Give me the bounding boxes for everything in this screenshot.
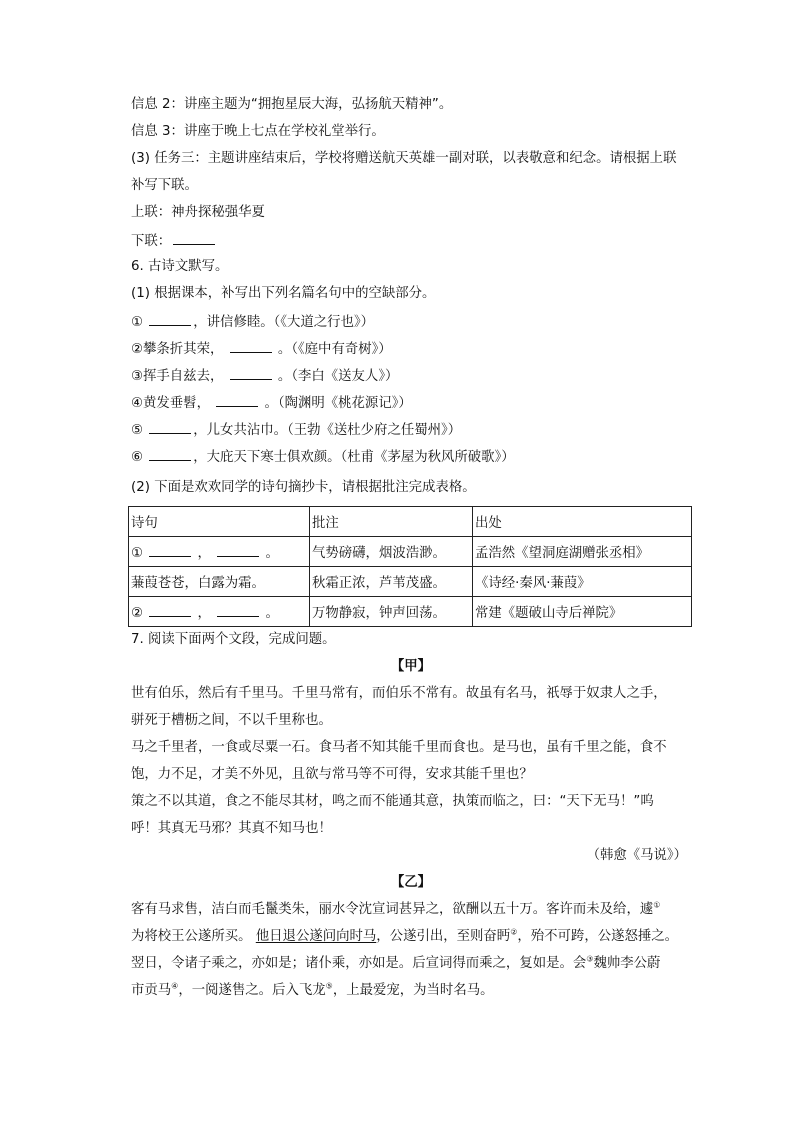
answer-blank[interactable] <box>230 367 272 380</box>
passage-jia-line: 呼！其真无马邪？其真不知马也！ <box>131 821 332 836</box>
answer-blank[interactable] <box>217 544 259 557</box>
text: ，一阅遂售之。后入飞龙 <box>178 983 326 998</box>
answer-blank[interactable] <box>149 544 191 557</box>
item-text: ，讲信修睦。（《大道之行也》） <box>193 315 375 330</box>
source-cell: 常建《题破山寺后禅院》 <box>473 597 692 627</box>
table-header: 出处 <box>473 507 692 537</box>
text: ，殆不可跨，公遂怒捶之。 <box>517 929 679 944</box>
answer-blank[interactable] <box>149 421 191 434</box>
text: 客有马求售，洁白而毛鬣类朱，丽水令沈宣词甚异之，欲酬以五十万。客许而未及给，遽 <box>131 902 654 917</box>
question-6-title: 6. 古诗文默写。 <box>131 259 229 274</box>
item-num: ⑥ <box>131 450 144 465</box>
answer-blank[interactable] <box>149 604 191 617</box>
item-text: ，大庇天下寒士俱欢颜。（杜甫《茅屋为秋风所破歌》） <box>193 450 515 465</box>
footnote-mark: ④ <box>171 981 179 991</box>
poem-cell <box>129 537 310 567</box>
text: 翌日，令诸子乘之，亦如是；诸仆乘，亦如是。后宣词得而乘之，复如是。会 <box>131 956 587 971</box>
passage-yi-line <box>131 929 691 945</box>
footnote-mark: ① <box>653 900 661 910</box>
source-cell: 《诗经·秦风·蒹葭》 <box>473 567 692 597</box>
passage-yi-line <box>131 983 691 999</box>
comma: ， <box>197 606 211 621</box>
dictation-item-5 <box>131 421 691 439</box>
item-text: ，儿女共沾巾。（王勃《送杜少府之任蜀州》） <box>193 423 462 438</box>
period: 。 <box>265 606 279 621</box>
item-text: ②攀条折其荣， <box>131 342 224 357</box>
passage-jia-line: 马之千里者，一食或尽粟一石。食马者不知其能千里而食也。是马也，虽有千里之能，食不 <box>131 740 667 755</box>
info-2: 信息 2：讲座主题为“拥抱星辰大海，弘扬航天精神”。 <box>131 97 453 112</box>
passage-jia-line: 世有伯乐，然后有千里马。千里马常有，而伯乐不常有。故虽有名马，祇辱于奴隶人之手， <box>131 686 667 701</box>
lower-couplet <box>131 232 691 250</box>
answer-blank[interactable] <box>149 448 191 461</box>
table-header: 诗句 <box>129 507 310 537</box>
item-text: 。（《庭中有奇树》） <box>277 342 392 357</box>
task3-line-2: 补写下联。 <box>131 178 198 193</box>
footnote-mark: ⑤ <box>325 981 333 991</box>
table-row <box>129 597 692 627</box>
item-text: 。（李白《送友人》） <box>277 369 399 384</box>
question-6-1: (1) 根据课本，补写出下列名篇名句中的空缺部分。 <box>131 286 436 301</box>
info-3: 信息 3：讲座于晚上七点在学校礼堂举行。 <box>131 124 385 139</box>
dictation-item-1 <box>131 313 691 331</box>
text: 为将校王公遂所买。 <box>131 929 252 944</box>
period: 。 <box>265 546 279 561</box>
table-header: 批注 <box>310 507 473 537</box>
note-cell: 秋霜正浓，芦苇茂盛。 <box>310 567 473 597</box>
dictation-item-4 <box>131 394 691 412</box>
text: 市贡马 <box>131 983 172 998</box>
passage-yi-line <box>131 956 691 972</box>
text: ，上最爱宠，为当时名马。 <box>332 983 494 998</box>
table-row <box>129 567 692 597</box>
passage-yi-line <box>131 902 691 918</box>
answer-blank[interactable] <box>230 340 272 353</box>
passage-jia-line: 饱，力不足，才美不外见，且欲与常马等不可得，安求其能千里也？ <box>131 767 533 782</box>
source-cell: 孟浩然《望洞庭湖赠张丞相》 <box>473 537 692 567</box>
task3-line-1: (3) 任务三：主题讲座结束后，学校将赠送航天英雄一副对联，以表敬意和纪念。请根据上联 <box>131 151 677 166</box>
dictation-item-6 <box>131 448 691 466</box>
item-num: ① <box>131 315 144 330</box>
poem-card-table <box>128 506 692 627</box>
passage-jia-heading: 【甲】 <box>390 659 432 674</box>
item-num: ② <box>131 606 144 621</box>
comma: ， <box>197 546 211 561</box>
passage-jia-source: （韩愈《马说》） <box>586 848 687 863</box>
upper-couplet: 上联：神舟探秘强华夏 <box>131 205 265 220</box>
note-cell: 万物静寂，钟声回荡。 <box>310 597 473 627</box>
poem-cell <box>129 597 310 627</box>
underlined-sentence: 他日退公遂问向时马 <box>255 929 377 944</box>
answer-blank[interactable] <box>217 604 259 617</box>
item-text: 。（陶渊明《桃花源记》） <box>264 396 412 411</box>
passage-jia-line: 策之不以其道，食之不能尽其材，鸣之而不能通其意，执策而临之，曰：“天下无马！”呜 <box>131 794 654 809</box>
lower-label: 下联： <box>131 234 172 249</box>
question-6-2: (2) 下面是欢欢同学的诗句摘抄卡，请根据批注完成表格。 <box>131 480 476 495</box>
question-7-title: 7. 阅读下面两个文段，完成问题。 <box>131 632 336 647</box>
table-row <box>129 537 692 567</box>
footnote-mark: ② <box>510 927 518 937</box>
answer-blank[interactable] <box>149 313 191 326</box>
dictation-item-3 <box>131 367 691 385</box>
item-text: ④黄发垂髫， <box>131 396 210 411</box>
passage-yi-heading: 【乙】 <box>390 875 432 890</box>
table-header-row <box>129 507 692 537</box>
poem-cell: 蒹葭苍苍，白露为霜。 <box>129 567 310 597</box>
footnote-mark: ③ <box>586 954 594 964</box>
item-num: ① <box>131 546 144 561</box>
text: 魏帅李公蔚 <box>593 956 661 971</box>
item-num: ⑤ <box>131 423 144 438</box>
item-text: ③挥手自兹去， <box>131 369 224 384</box>
answer-blank[interactable] <box>173 232 215 245</box>
passage-jia-line: 骈死于槽枥之间，不以千里称也。 <box>131 713 332 728</box>
text: ，公遂引出，至则奋眄 <box>376 929 511 944</box>
note-cell: 气势磅礴，烟波浩渺。 <box>310 537 473 567</box>
dictation-item-2 <box>131 340 691 358</box>
answer-blank[interactable] <box>216 394 258 407</box>
